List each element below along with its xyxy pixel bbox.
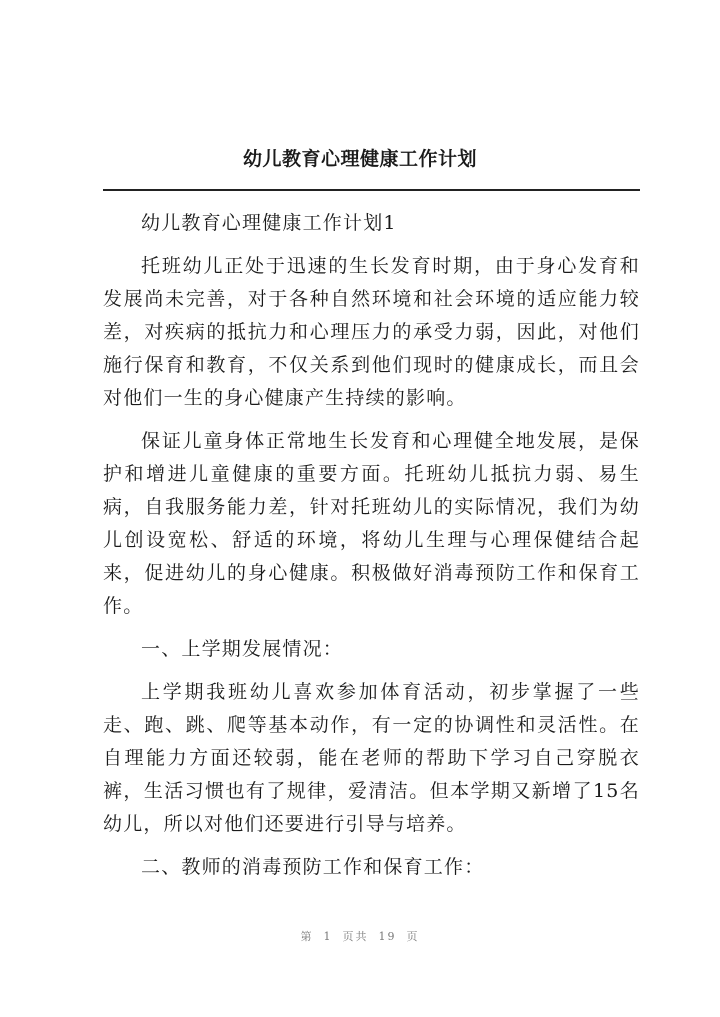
title-divider [103, 189, 640, 191]
footer-suffix: 页 [406, 930, 420, 943]
footer-prefix: 第 [300, 930, 314, 943]
document-subtitle: 幼儿教育心理健康工作计划1 [141, 212, 397, 234]
page-title: 幼儿教育心理健康工作计划 [242, 148, 477, 170]
section-heading-2: 二、教师的消毒预防工作和保育工作： [141, 856, 485, 878]
section-heading-1: 一、上学期发展情况： [141, 638, 344, 660]
paragraph-3: 上学期我班幼儿喜欢参加体育活动，初步掌握了一些走、跑、跳、爬等基本动作，有一定的协调性和灵活性。在自理能力方面还较弱，能在老师的帮助下学习自己穿脱衣裤，生活习惯也有了规律，爱清洁。但本学期又新增了15名幼儿，所以对他们还要进行引导与培养。 [103, 681, 640, 835]
paragraph-1: 托班幼儿正处于迅速的生长发育时期，由于身心发育和发展尚未完善，对于各种自然环境和社会环境的适应能力较差，对疾病的抵抗力和心理压力的承受力弱，因此，对他们施行保育和教育，不仅关系到他们现时的健康成长，而且会对他们一生的身心健康产生持续的影响。 [103, 255, 640, 409]
page-footer [0, 928, 720, 944]
document-body [103, 207, 640, 894]
paragraph-2: 保证儿童身体正常地生长发育和心理健全地发展，是保护和增进儿童健康的重要方面。托班幼儿抵抗力弱、易生病，自我服务能力差，针对托班幼儿的实际情况，我们为幼儿创设宽松、舒适的环境，将幼儿生理与心理保健结合起来，促进幼儿的身心健康。积极做好消毒预防工作和保育工作。 [103, 430, 640, 617]
footer-total-pages: 19 [378, 930, 397, 943]
footer-page-number: 1 [323, 930, 333, 943]
footer-middle: 页共 [342, 930, 369, 943]
